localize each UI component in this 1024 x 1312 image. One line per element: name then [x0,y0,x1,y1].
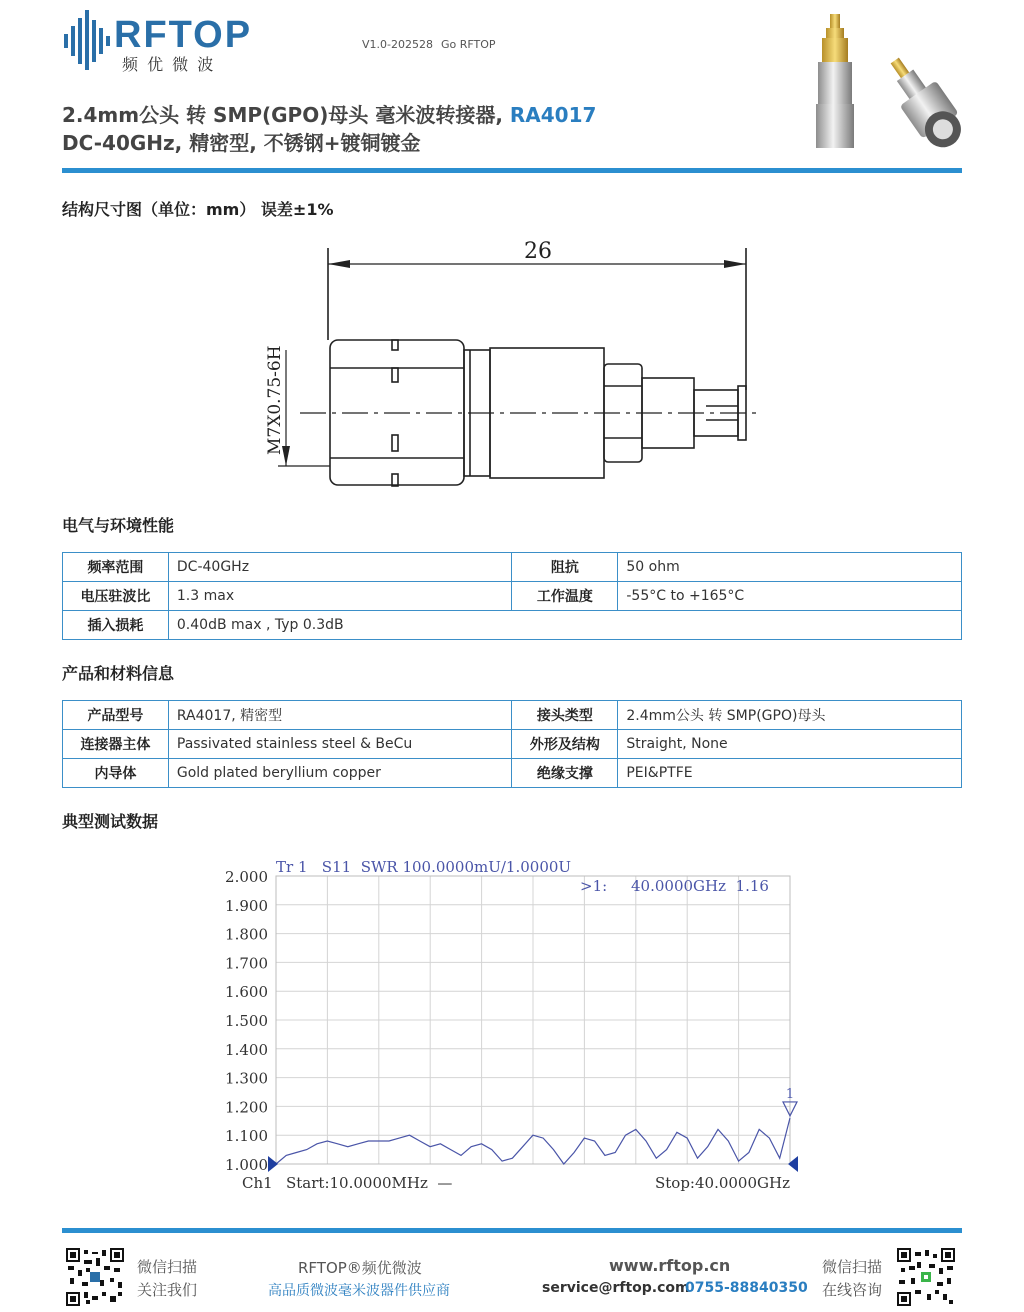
table-row [63,759,962,788]
dimension-length-label: 26 [524,239,552,264]
electrical-section-title: 电气与环境性能 [62,516,175,535]
y-tick-label: 1.100 [225,1127,268,1146]
page-subtitle: DC-40GHz, 精密型, 不锈钢+镀铜镀金 [62,131,421,155]
table-cell: Gold plated beryllium copper [168,759,512,788]
table-row [63,730,962,759]
table-cell: 绝缘支撑 [512,759,618,788]
header-rule [62,168,962,173]
table-row [63,582,962,611]
footer-wechat-scan-2: 微信扫描 [822,1258,883,1276]
test-section-title: 典型测试数据 [62,812,159,831]
electrical-table [62,552,962,640]
table-cell: Passivated stainless steel & BeCu [168,730,512,759]
stop-label: Stop:40.0000GHz [655,1174,790,1192]
table-cell: 产品型号 [63,701,169,730]
footer-follow-us: 关注我们 [137,1281,198,1299]
table-row [63,553,962,582]
table-cell: 工作温度 [512,582,618,611]
table-row [63,701,962,730]
thread-label: M7X0.75-6H [265,345,285,455]
y-tick-label: 2.000 [225,868,268,886]
start-label: Start:10.0000MHz — [286,1174,453,1192]
goto-link[interactable]: Go RFTOP [441,38,496,51]
drawing-section-title: 结构尺寸图（单位：mm） 误差±1% [62,200,334,219]
table-cell: DC-40GHz [168,553,512,582]
marker-readout: >1: 40.0000GHz 1.16 [580,877,769,895]
table-cell: 连接器主体 [63,730,169,759]
y-tick-label: 1.900 [225,896,268,915]
product-photo [800,8,970,158]
logo-cn: 频 优 微 波 [122,55,216,74]
channel-label: Ch1 [242,1174,273,1192]
title-model: RA4017 [509,103,597,127]
footer-website[interactable]: www.rftop.cn [609,1256,731,1275]
product-section-title: 产品和材料信息 [62,664,175,683]
table-cell: 插入损耗 [63,611,169,640]
table-cell: 2.4mm公头 转 SMP(GPO)母头 [618,701,962,730]
product-table [62,700,962,788]
y-tick-label: 1.300 [225,1069,268,1088]
table-cell: 内导体 [63,759,169,788]
swr-chart [200,850,820,1200]
footer-rule [62,1228,962,1233]
table-cell: 1.3 max [168,582,512,611]
y-tick-label: 1.400 [225,1040,268,1059]
title-line1: 2.4mm公头 转 SMP(GPO)母头 毫米波转接器, [62,103,510,127]
table-cell: -55°C to +165°C [618,582,962,611]
logo-wave-icon [62,8,116,72]
table-cell: Straight, None [618,730,962,759]
table-row [63,611,962,640]
table-cell: 频率范围 [63,553,169,582]
footer-wechat-scan: 微信扫描 [137,1258,198,1276]
version-label: V1.0-202528 [362,38,433,51]
dimension-drawing [250,230,780,500]
table-cell: RA4017, 精密型 [168,701,512,730]
logo-text: RFTOP [114,14,253,56]
footer-slogan: 高品质微波毫米波器件供应商 [268,1283,450,1299]
y-tick-label: 1.500 [225,1012,268,1030]
y-tick-label: 1.800 [225,925,268,944]
wechat-follow-qr-icon[interactable] [66,1248,124,1306]
footer-email[interactable]: service@rftop.com [542,1280,690,1296]
table-cell: 接头类型 [512,701,618,730]
y-tick-label: 1.000 [225,1156,268,1174]
table-cell: 外形及结构 [512,730,618,759]
footer-phone: 0755-88840350 [685,1280,808,1296]
footer-consult: 在线咨询 [822,1281,883,1299]
table-cell: 电压驻波比 [63,582,169,611]
table-cell: 50 ohm [618,553,962,582]
marker-id: 1 [785,1086,795,1102]
wechat-consult-qr-icon[interactable] [897,1248,955,1306]
table-cell: 0.40dB max , Typ 0.3dB [168,611,961,640]
footer-brand: RFTOP®频优微波 [298,1259,422,1277]
chart-title: Tr 1 S11 SWR 100.0000mU/1.0000U [276,858,572,876]
table-cell: 阻抗 [512,553,618,582]
logo[interactable] [62,8,272,72]
y-tick-label: 1.700 [225,954,268,973]
y-tick-label: 1.600 [225,983,268,1002]
page-title [62,99,596,128]
table-cell: PEI&PTFE [618,759,962,788]
y-tick-label: 1.200 [225,1098,268,1117]
